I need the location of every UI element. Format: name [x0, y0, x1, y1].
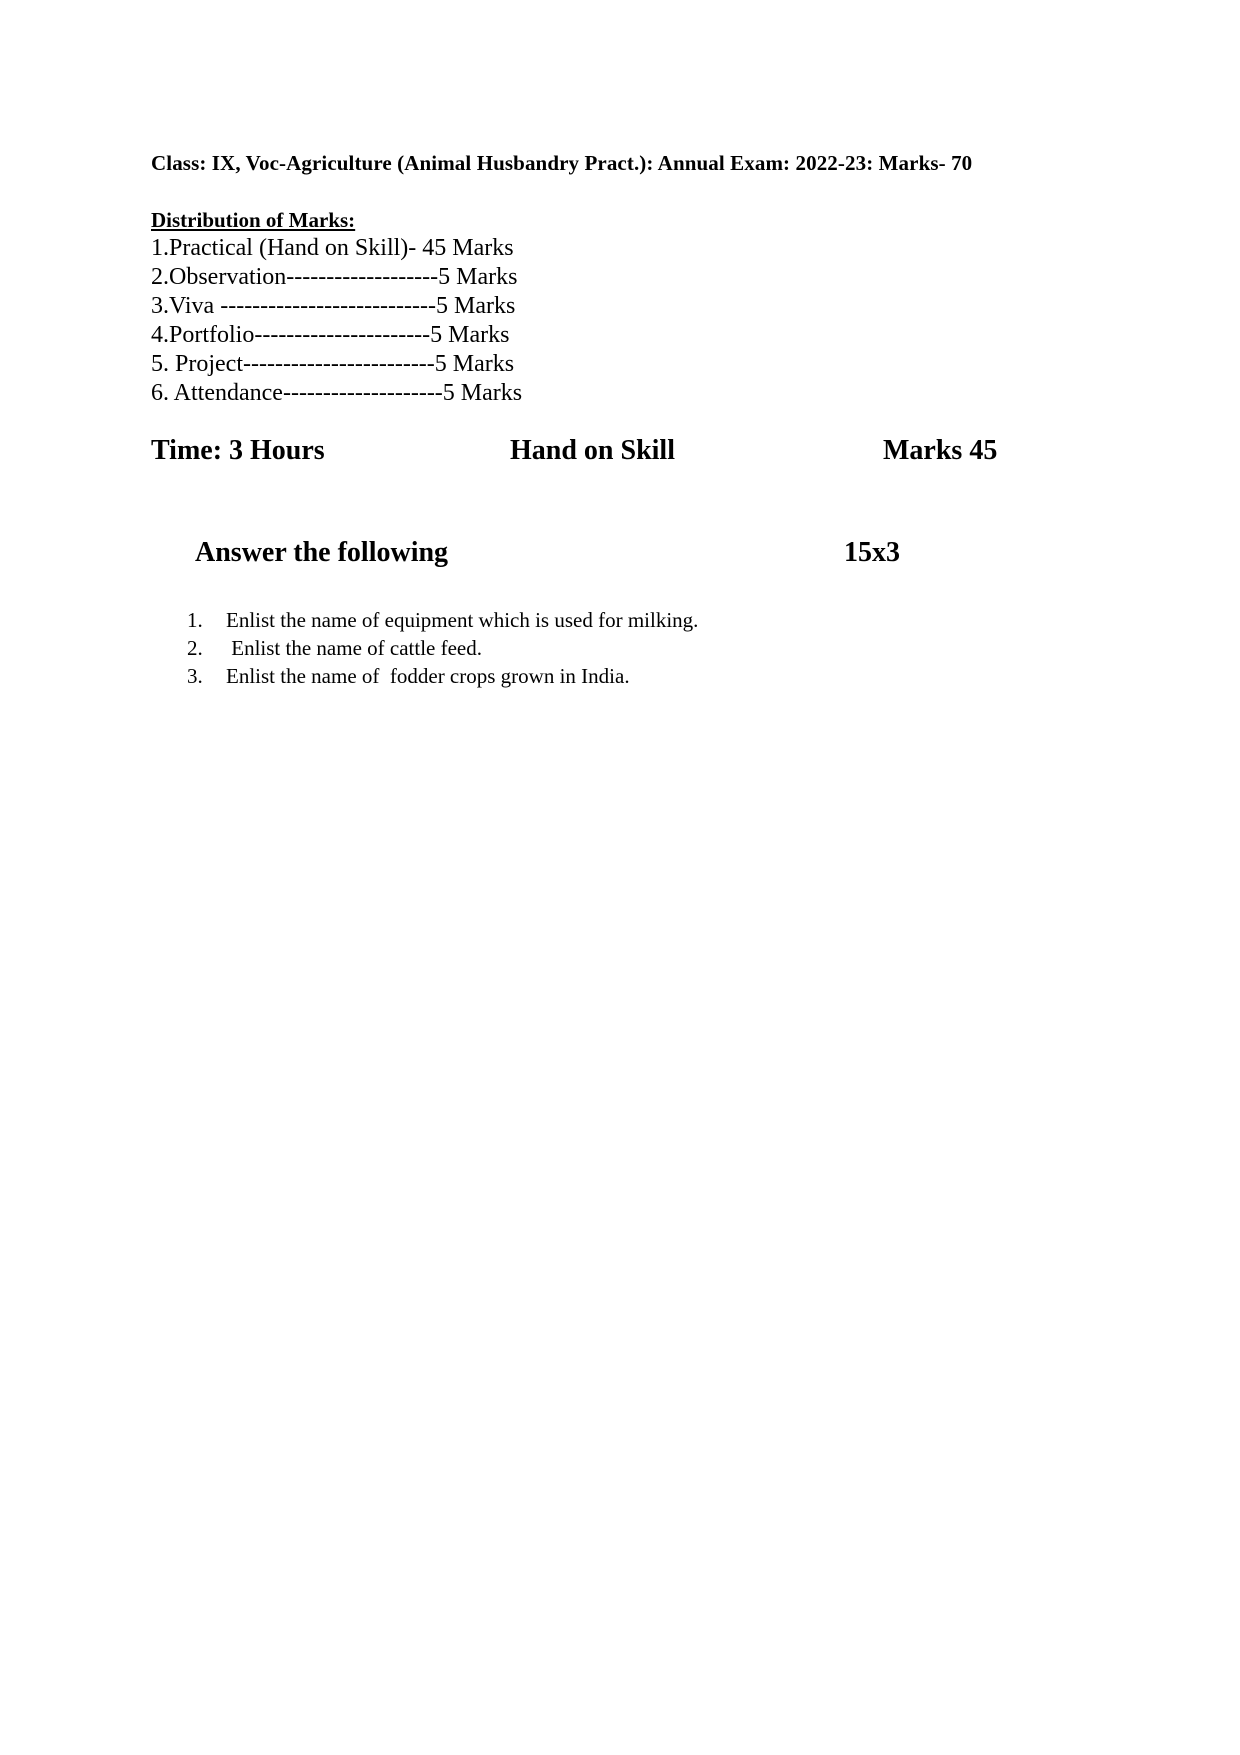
question-number: 1.: [187, 608, 203, 632]
exam-section-marks: Marks 45: [883, 435, 998, 466]
question-text: Enlist the name of equipment which is used for milking.: [226, 608, 699, 632]
distribution-list: [151, 234, 522, 408]
distribution-item-project: 5. Project------------------------5 Marks: [151, 351, 515, 377]
question-number: 3.: [187, 664, 203, 688]
question-text: Enlist the name of fodder crops grown in India.: [226, 664, 630, 688]
instructions-heading: Answer the following: [195, 537, 449, 568]
question-text: Enlist the name of cattle feed.: [226, 636, 482, 660]
exam-header-title: Class: IX, Voc-Agriculture (Animal Husbandry Pract.): Annual Exam: 2022-23: Marks- 70: [151, 151, 973, 175]
exam-time: Time: 3 Hours: [151, 435, 325, 466]
distribution-item-practical: 1.Practical (Hand on Skill)- 45 Marks: [151, 235, 514, 261]
question-item: [187, 634, 698, 662]
question-number: 2.: [187, 636, 203, 660]
exam-section-title: Hand on Skill: [510, 435, 675, 466]
question-item: [187, 662, 698, 690]
question-item: [187, 606, 698, 634]
distribution-item-observation: 2.Observation-------------------5 Marks: [151, 264, 518, 290]
distribution-item-viva: 3.Viva ---------------------------5 Marks: [151, 293, 516, 319]
distribution-item-portfolio: 4.Portfolio----------------------5 Marks: [151, 322, 510, 348]
distribution-title: Distribution of Marks:: [151, 208, 356, 232]
distribution-item-attendance: 6. Attendance--------------------5 Marks: [151, 380, 523, 406]
question-list: [187, 606, 698, 690]
instructions-marks: 15x3: [844, 537, 900, 568]
